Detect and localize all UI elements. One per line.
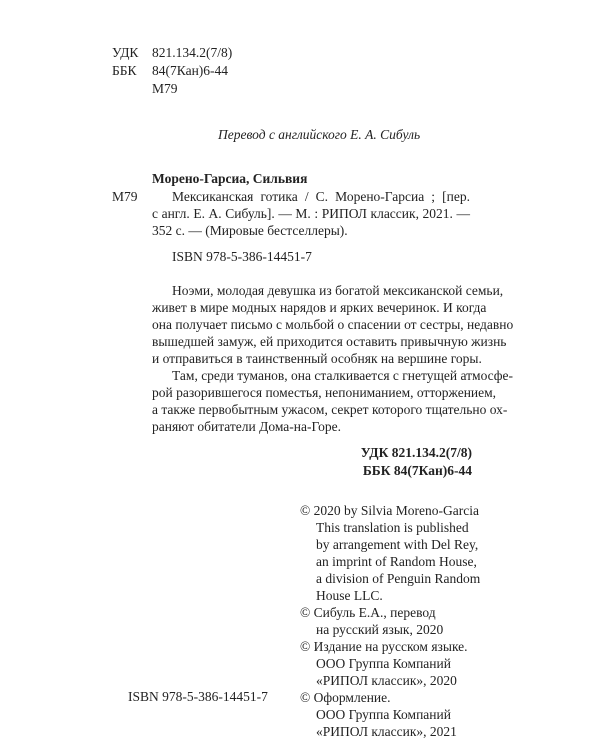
copyright-block — [300, 502, 486, 740]
annotation-line: и отправиться в таинственный особняк на вершине горы. — [152, 351, 482, 366]
copyright-line: на русский язык, 2020 — [316, 622, 444, 637]
author-mark-top: М79 — [152, 81, 178, 96]
copyright-line: ООО Группа Компаний — [316, 656, 451, 671]
copyright-line: © 2020 by Silvia Moreno-Garcia — [300, 503, 479, 518]
catalog-description-line: с англ. Е. А. Сибуль]. — М. : РИПОЛ классик, 2021. — — [152, 206, 470, 221]
copyright-line: a division of Penguin Random — [316, 571, 481, 586]
annotation-line: живет в мире модных нарядов и ярких вечеринок. И когда — [152, 300, 487, 315]
catalog-description — [152, 188, 470, 239]
annotation-line: а также первобытным ужасом, секрет которого тщательно ох- — [152, 402, 508, 417]
copyright-line: This translation is published — [316, 520, 469, 535]
copyright-line: «РИПОЛ классик», 2020 — [316, 673, 457, 688]
annotation-line: Там, среди туманов, она сталкивается с гнетущей атмосфе- — [172, 368, 514, 383]
annotation-line: вышедшей замуж, ей приходится оставить привычную жизнь — [152, 334, 507, 349]
bbk-value: 84(7Кан)6-44 — [152, 63, 229, 78]
catalog-isbn: ISBN 978-5-386-14451-7 — [172, 249, 312, 264]
copyright-line: © Оформление. — [300, 690, 391, 705]
udk-value: 821.134.2(7/8) — [152, 45, 233, 60]
catalog-description-line: Мексиканская готика / С. Морено-Гарсиа ; [пер. — [172, 189, 470, 204]
copyright-line: by arrangement with Del Rey, — [316, 537, 479, 552]
index-bbk: ББК 84(7Кан)6-44 — [362, 463, 472, 478]
copyright-line: © Издание на русском языке. — [300, 639, 468, 654]
annotation-line: Ноэми, молодая девушка из богатой мексиканской семьи, — [172, 283, 504, 298]
copyright-line: House LLC. — [316, 588, 383, 603]
udk-label: УДК — [112, 45, 139, 60]
annotation-line: раняют обитатели Дома-на-Горе. — [152, 419, 341, 434]
catalog-description-line: 352 с. — (Мировые бестселлеры). — [152, 223, 348, 238]
copyright-line: an imprint of Random House, — [316, 554, 477, 569]
copyright-line: «РИПОЛ классик», 2021 — [316, 724, 457, 739]
copyright-line: ООО Группа Компаний — [316, 707, 451, 722]
bbk-label: ББК — [112, 63, 137, 78]
catalog-author-mark: М79 — [112, 189, 138, 204]
catalog-author: Морено-Гарсиа, Сильвия — [152, 171, 308, 186]
footer-isbn: ISBN 978-5-386-14451-7 — [128, 689, 268, 704]
copyright-line: © Сибуль Е.А., перевод — [300, 605, 436, 620]
translator-note: Перевод с английского Е. А. Сибуль — [218, 127, 421, 142]
annotation — [152, 282, 514, 435]
annotation-line: она получает письмо с мольбой о спасении от сестры, недавно — [152, 317, 514, 332]
annotation-line: рой разорившегося поместья, непониманием, отторжением, — [152, 385, 497, 400]
index-udk: УДК 821.134.2(7/8) — [360, 445, 472, 460]
